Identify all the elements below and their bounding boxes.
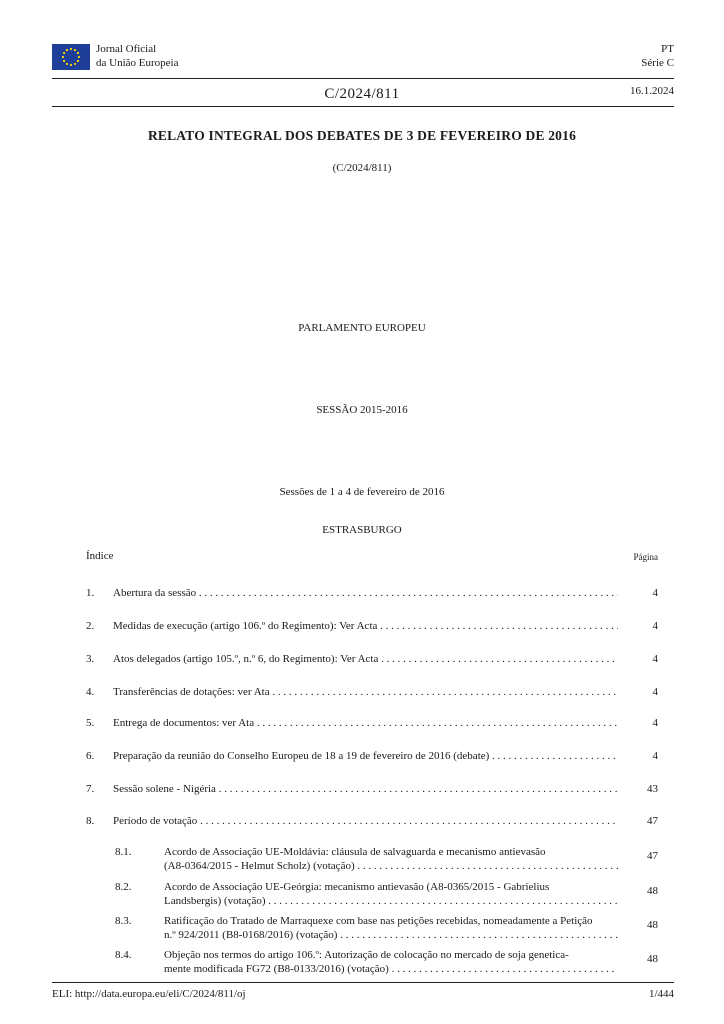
session-label: SESSÃO 2015-2016: [316, 404, 408, 416]
page-header: [52, 42, 674, 78]
subentry-page: 48: [647, 885, 658, 897]
sittings-label: Sessões de 1 a 4 de fevereiro de 2016: [279, 486, 445, 498]
subentry-title: [164, 880, 618, 908]
entry-title: Entrega de documentos: ver Ata . . .: [113, 716, 618, 730]
subentry-page: 48: [647, 953, 658, 965]
flag-star: [78, 56, 80, 58]
entry-title: Período de votação . . .: [113, 814, 618, 828]
journal-line2: da União Europeia: [96, 57, 179, 69]
journal-line1: Jornal Oficial: [96, 43, 157, 55]
entry-number: 4.: [86, 686, 95, 698]
institution-name: PARLAMENTO EUROPEU: [298, 322, 426, 334]
series-label: Série C: [641, 57, 674, 69]
entry-title: Sessão solene - Nigéria . . .: [113, 782, 618, 796]
subentry-page: 47: [647, 850, 658, 862]
document-number: C/2024/811: [324, 86, 400, 102]
entry-number: 8.: [86, 815, 95, 827]
entry-page: 4: [652, 587, 658, 599]
flag-star: [74, 63, 76, 65]
eu-flag-icon: [52, 44, 90, 70]
flag-star: [70, 48, 72, 50]
entry-page: 4: [652, 653, 658, 665]
subentry-title: [164, 845, 618, 873]
entry-page: 43: [647, 783, 658, 795]
subentry-number: 8.1.: [115, 846, 132, 858]
flag-star: [66, 49, 68, 51]
entry-page: 47: [647, 815, 658, 827]
subentry-line1: Acordo de Associação UE-Moldávia: cláusula de salvaguarda e mecanismo antievasão: [164, 846, 546, 858]
subentry-line1: Acordo de Associação UE-Geórgia: mecanismo antievasão (A8-0365/2015 - Gabrielius: [164, 881, 550, 893]
subentry-number: 8.2.: [115, 881, 132, 893]
journal-name: [96, 42, 178, 70]
index-label: Índice: [86, 550, 114, 562]
subentry-line2: n.º 924/2011 (B8-0168/2016) (votação) . . .: [164, 928, 618, 942]
flag-star: [74, 49, 76, 51]
entry-page: 4: [652, 717, 658, 729]
entry-number: 7.: [86, 783, 95, 795]
header-rule: [52, 78, 674, 79]
index-heading: [86, 550, 658, 562]
page-column-label: Página: [633, 552, 658, 562]
entry-number: 1.: [86, 587, 95, 599]
entry-number: 3.: [86, 653, 95, 665]
subentry-title: [164, 948, 618, 976]
entry-page: 4: [652, 686, 658, 698]
document-reference: (C/2024/811): [332, 162, 392, 174]
footer-rule: [52, 982, 674, 983]
eli-link[interactable]: ELI: http://data.europa.eu/eli/C/2024/811/oj: [52, 988, 246, 1000]
flag-star: [66, 63, 68, 65]
subentry-line1: Objeção nos termos do artigo 106.º: Autorização de colocação no mercado de soja genetica-: [164, 949, 569, 961]
entry-number: 2.: [86, 620, 95, 632]
flag-star: [63, 52, 65, 54]
entry-page: 4: [652, 620, 658, 632]
entry-title: Abertura da sessão . . .: [113, 586, 618, 600]
entry-title: Medidas de execução (artigo 106.º do Regimento): Ver Acta . . .: [113, 619, 618, 633]
title-rule: [52, 106, 674, 107]
page-footer: [52, 988, 674, 1000]
entry-page: 4: [652, 750, 658, 762]
subentry-line1: Ratificação do Tratado de Marraquexe com base nas petições recebidas, nomeadamente a Petição: [164, 915, 593, 927]
subentry-number: 8.3.: [115, 915, 132, 927]
flag-star: [70, 64, 72, 66]
subentry-line2: Landsbergis) (votação) . . .: [164, 894, 618, 908]
flag-star: [63, 60, 65, 62]
document-title: RELATO INTEGRAL DOS DEBATES DE 3 DE FEVEREIRO DE 2016: [147, 128, 577, 143]
language-series: [641, 42, 674, 70]
flag-star: [77, 52, 79, 54]
entry-title: Preparação da reunião do Conselho Europeu de 18 a 19 de fevereiro de 2016 (debate) . . .: [113, 749, 618, 763]
subentry-title: [164, 914, 618, 942]
page-counter: 1/444: [648, 988, 674, 1000]
place-label: ESTRASBURGO: [322, 524, 402, 536]
entry-number: 5.: [86, 717, 95, 729]
publication-date: 16.1.2024: [630, 85, 674, 97]
subentry-number: 8.4.: [115, 949, 132, 961]
entry-number: 6.: [86, 750, 95, 762]
entry-title: Atos delegados (artigo 105.º, n.º 6, do Regimento): Ver Acta . . .: [113, 652, 618, 666]
subentry-line2: (A8-0364/2015 - Helmut Scholz) (votação) . . .: [164, 859, 618, 873]
flag-star: [62, 56, 64, 58]
subentry-page: 48: [647, 919, 658, 931]
flag-star: [77, 60, 79, 62]
language-code: PT: [661, 43, 674, 55]
entry-title: Transferências de dotações: ver Ata . . .: [113, 685, 618, 699]
subentry-line2: mente modificada FG72 (B8-0133/2016) (votação) . . .: [164, 962, 618, 976]
